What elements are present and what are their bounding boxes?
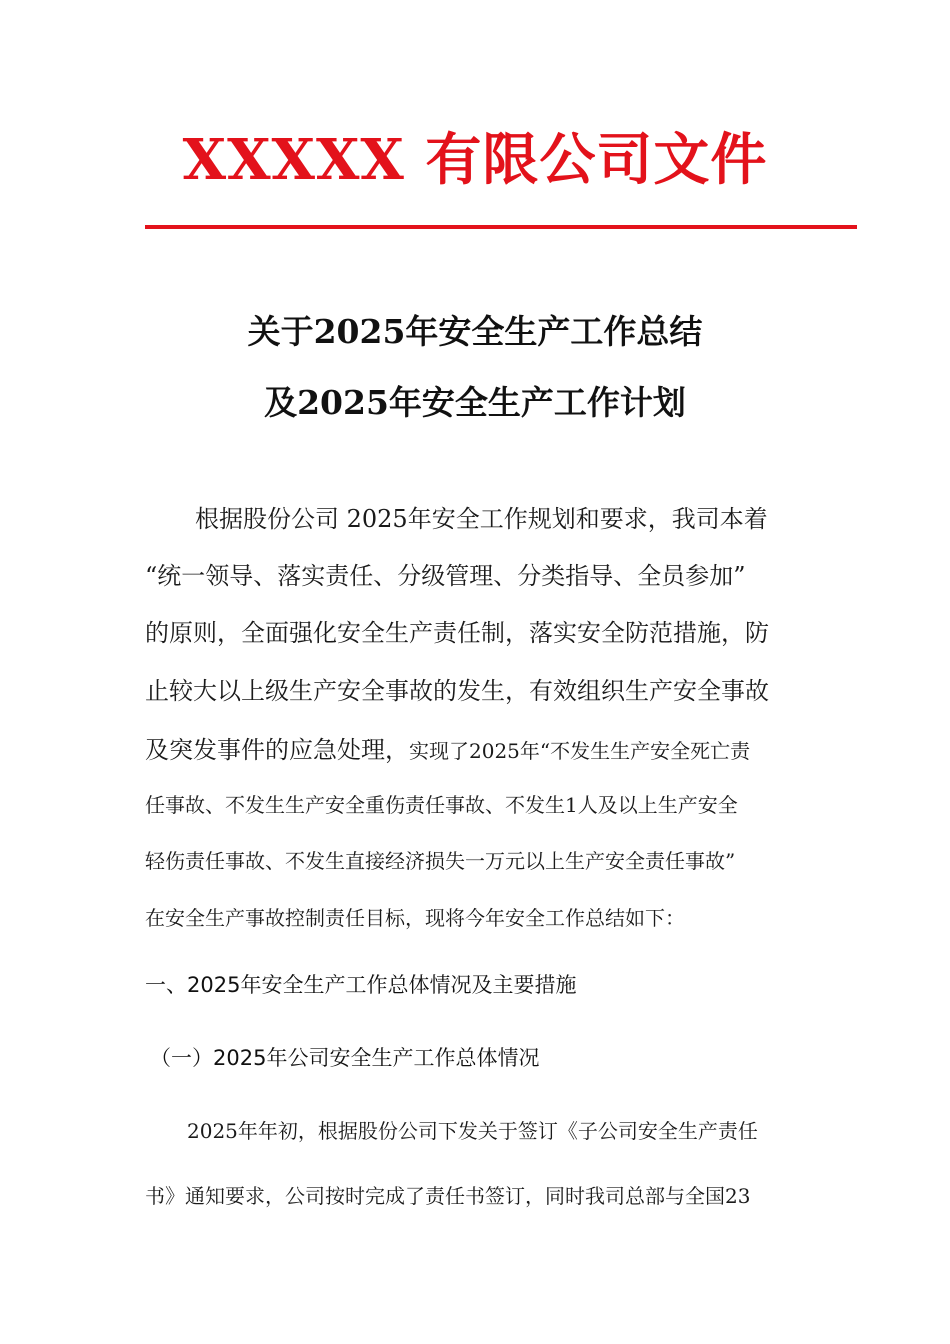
paragraph-line: 止较大以上级生产安全事故的发生，有效组织生产安全事故 (145, 677, 769, 705)
paragraph-line-part: 及突发事件的应急处理， (145, 736, 409, 764)
subsection-heading: （一）2025年公司安全生产工作总体情况 (150, 1046, 540, 1070)
paragraph-line: 根据股份公司 2025年安全工作规划和要求，我司本着 (195, 505, 768, 533)
document-title-line-1: 关于2025年安全生产工作总结 (247, 312, 703, 351)
paragraph-line: 书》通知要求，公司按时完成了责任书签订，同时我司总部与全国23 (145, 1184, 751, 1208)
document-title-line-2: 及2025年安全生产工作计划 (264, 383, 686, 422)
paragraph-line (145, 730, 750, 765)
company-document-header: XXXXX 有限公司文件 (182, 127, 768, 193)
paragraph-line: “统一领导、落实责任、分级管理、分类指导、全员参加” (145, 562, 746, 590)
red-header-rule (145, 225, 857, 229)
paragraph-line: 2025年年初，根据股份公司下发关于签订《子公司安全生产责任 (187, 1119, 758, 1143)
paragraph-line: 在安全生产事故控制责任目标，现将今年安全工作总结如下： (145, 906, 685, 930)
paragraph-line: 任事故、不发生生产安全重伤责任事故、不发生1人及以上生产安全 (145, 793, 738, 817)
paragraph-line-part: 实现了2025年“不发生生产安全死亡责 (409, 739, 751, 763)
paragraph-line: 轻伤责任事故、不发生直接经济损失一万元以上生产安全责任事故” (145, 849, 736, 873)
paragraph-line: 的原则，全面强化安全生产责任制，落实安全防范措施，防 (145, 619, 769, 647)
section-heading: 一、2025年安全生产工作总体情况及主要措施 (145, 973, 577, 997)
